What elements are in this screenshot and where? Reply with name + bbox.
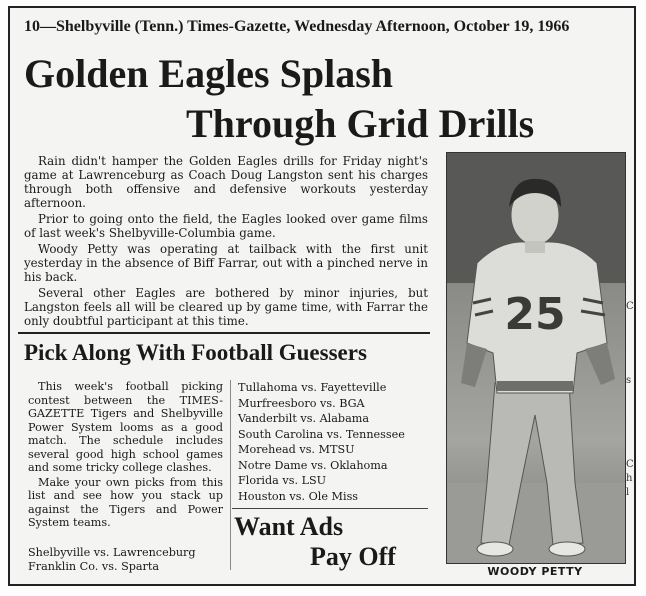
column-divider bbox=[230, 380, 231, 570]
story-body bbox=[24, 154, 428, 330]
game-item: Tullahoma vs. Fayetteville bbox=[238, 381, 387, 394]
games-list-left bbox=[28, 546, 196, 573]
player-photo bbox=[446, 152, 626, 564]
want-ads-promo bbox=[234, 512, 396, 572]
game-item: Shelbyville vs. Lawrenceburg bbox=[28, 546, 196, 559]
headline-line-1: Golden Eagles Splash bbox=[24, 51, 394, 96]
section-divider bbox=[18, 332, 430, 334]
game-item: Murfreesboro vs. BGA bbox=[238, 396, 365, 410]
guessers-intro bbox=[28, 380, 223, 531]
game-item: Houston vs. Ole Miss bbox=[238, 489, 359, 503]
story-paragraph: Prior to going onto the field, the Eagles looked over game films of last week's Shelbyville-Columbia game. bbox=[24, 212, 428, 240]
story-paragraph: Woody Petty was operating at tailback with the first unit yesterday in the absence of Biff Farrar, out with a pinched nerve in his back. bbox=[24, 242, 428, 284]
game-item: Morehead vs. MTSU bbox=[238, 443, 355, 456]
dateline: 10—Shelbyville (Tenn.) Times-Gazette, Wednesday Afternoon, October 19, 1966 bbox=[24, 18, 570, 35]
player-figure bbox=[447, 153, 625, 563]
edge-fragment: h bbox=[626, 473, 633, 484]
adjacent-column-fragment bbox=[626, 300, 634, 500]
edge-fragment: l bbox=[626, 487, 630, 498]
game-item: Vanderbilt vs. Alabama bbox=[238, 412, 370, 425]
intro-paragraph: Make your own picks from this list and see how you stack up against the Tigers and Power System teams. bbox=[28, 475, 223, 529]
story-paragraph: Several other Eagles are bothered by minor injuries, but Langston feels all will be cleared up by game time, with Farrar the only doubtful participant at this time. bbox=[24, 286, 428, 328]
game-item: South Carolina vs. Tennessee bbox=[238, 427, 405, 441]
jersey-number: 25 bbox=[504, 289, 566, 340]
headline-line-2: Through Grid Drills bbox=[186, 101, 535, 146]
game-item: Franklin Co. vs. Sparta bbox=[28, 559, 160, 573]
want-ads-line-1: Want Ads bbox=[234, 512, 344, 541]
intro-paragraph: This week's football picking contest between the TIMES-GAZETTE Tigers and Shelbyville Power System looms as a good match. The schedule includes several good high school games and some tricky college clashes. bbox=[28, 380, 223, 474]
games-list-right bbox=[238, 380, 405, 504]
photo-caption: WOODY PETTY bbox=[487, 565, 583, 578]
guessers-headline: Pick Along With Football Guessers bbox=[24, 340, 367, 365]
edge-fragment: s bbox=[626, 375, 632, 386]
story-paragraph: Rain didn't hamper the Golden Eagles drills for Friday night's game at Lawrenceburg as Coach Doug Langston sent his charges through both offensive and defensive workouts yesterday afternoon. bbox=[24, 154, 428, 210]
game-item: Notre Dame vs. Oklahoma bbox=[238, 458, 388, 472]
edge-fragment: C bbox=[626, 301, 634, 312]
game-item: Florida vs. LSU bbox=[238, 474, 327, 487]
want-ads-line-2: Pay Off bbox=[310, 542, 396, 571]
ad-divider bbox=[232, 508, 428, 509]
edge-fragment: C bbox=[626, 459, 634, 470]
